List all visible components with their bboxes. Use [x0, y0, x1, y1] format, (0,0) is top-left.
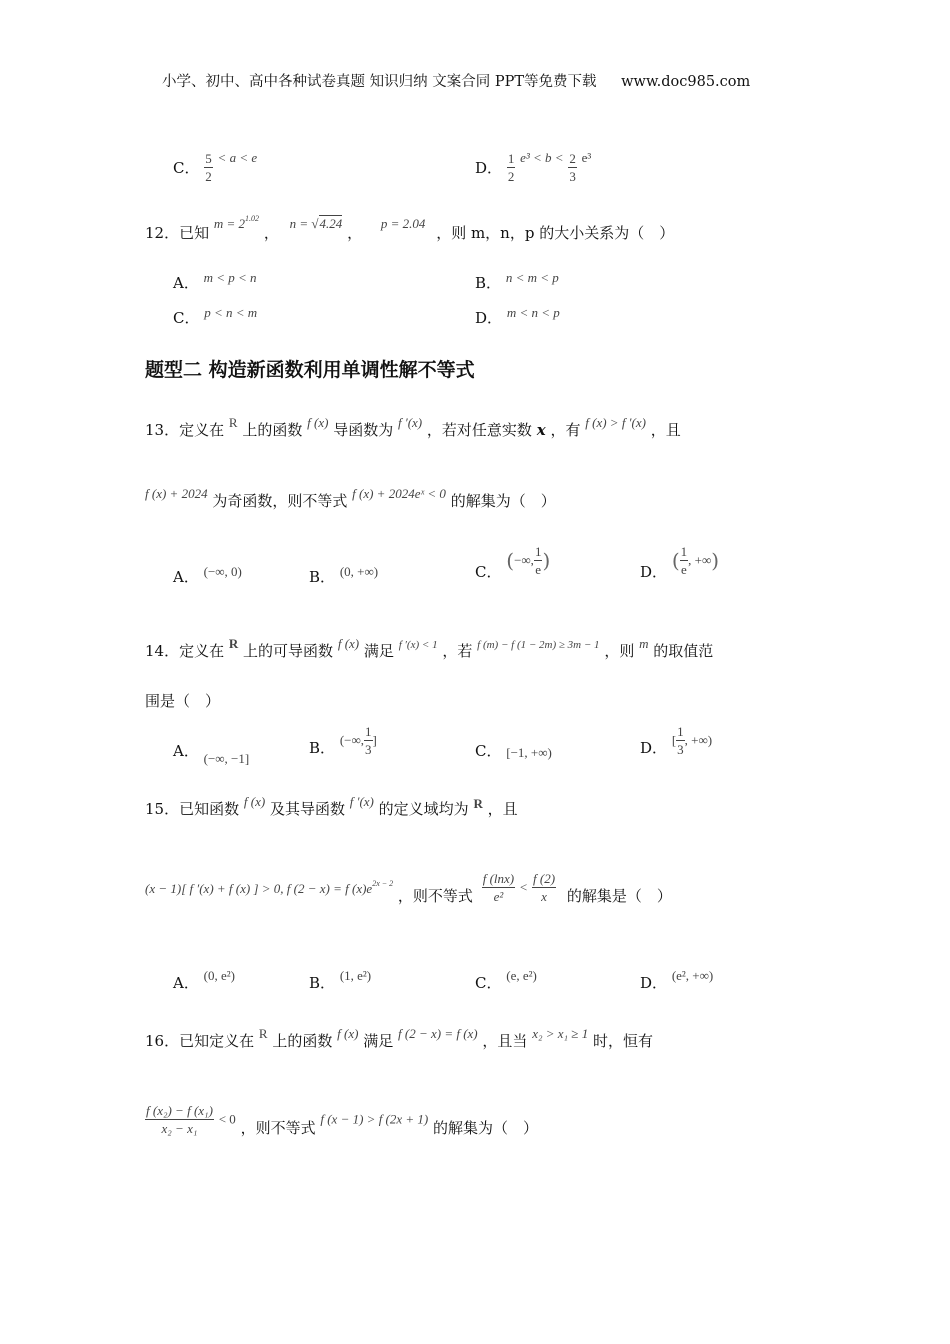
q14-cond: f ′(x) < 1 [398, 639, 438, 651]
q16-frac-den: x₂ − x₁ [145, 1119, 214, 1135]
q13-fx: f (x) [307, 415, 329, 430]
q14-d-right: , +∞) [684, 732, 713, 748]
q14-option-d [640, 725, 712, 756]
q13-d-num: 1 [680, 544, 688, 559]
q11-c-fraction [204, 152, 213, 183]
q16-t7: 的解集为（ ） [433, 1119, 539, 1137]
q12-option-c [173, 307, 257, 328]
q13-c-left: −∞, [514, 552, 534, 568]
q16-t5: 时，恒有 [592, 1032, 653, 1050]
q14-r: R [228, 636, 239, 651]
q13-c-paren-r: ) [542, 548, 551, 573]
question-16-line-1 [145, 1026, 653, 1051]
q14-t1: 14．定义在 [145, 642, 225, 660]
q14-c: [−1, +∞) [506, 745, 552, 760]
q15-a: (0, e²) [203, 968, 235, 983]
q12-n-root: 4.24 [319, 216, 343, 231]
q14-d-num: 1 [677, 724, 684, 739]
q13-a: (−∞, 0) [203, 564, 242, 579]
q16-cond: f (2 − x) = f (x) [398, 1026, 478, 1041]
q14-option-a [173, 740, 250, 766]
q12-n: n = √4.24 [289, 216, 343, 231]
label-d: D． [640, 563, 668, 581]
q15-r: R [473, 796, 483, 811]
q13-line2-t1: 为奇函数，则不等式 [212, 492, 348, 510]
q15-c: (e, e²) [506, 968, 537, 983]
q12-m: $m = 2^{1.02}$ [213, 214, 260, 231]
q16-frac-rest: < 0 [218, 1111, 236, 1127]
q13-option-d [640, 544, 720, 581]
q14-b-right: ] [372, 732, 377, 748]
label-d: D． [475, 159, 503, 177]
q12-p: p = 2.04 [380, 216, 426, 231]
q12-m-exp: 1.02 [245, 214, 260, 223]
q12-d: m < n < p [506, 305, 560, 320]
q15-b: (1, e²) [339, 968, 372, 983]
label-a: A． [173, 742, 199, 760]
q15-cond: (x − 1)[ f ′(x) + f (x) ] > 0, f (2 − x) = f $(x)e^{2x - 2}$ [145, 878, 394, 896]
q15-option-c [475, 968, 537, 993]
q11-d-fraction-1 [507, 152, 516, 183]
q11-d-end: e³ [581, 149, 592, 165]
q15-option-d [640, 968, 714, 993]
q14-option-b [309, 725, 377, 756]
q12-comma-2: ， [347, 224, 363, 242]
q12-option-b [475, 272, 559, 293]
header-url: www.doc985.com [621, 74, 751, 90]
q11-option-c [173, 149, 258, 184]
question-14-line-2: 围是（ ） [145, 692, 221, 710]
q14-d-fraction [676, 725, 685, 756]
label-d: D． [475, 309, 503, 327]
q14-t5: ，则 [604, 642, 635, 660]
q12-comma-1: ， [263, 224, 279, 242]
q16-r: R [258, 1026, 268, 1041]
q16-t1: 16．已知定义在 [145, 1032, 255, 1050]
q14-d-den: 3 [677, 742, 684, 757]
label-b: B． [309, 568, 336, 586]
q14-a: (−∞, −1] [203, 751, 250, 766]
label-b: B． [309, 974, 336, 992]
q13-t4: ，若对任意实数 [426, 421, 532, 439]
question-12 [145, 214, 675, 243]
q12-suffix: ，则 m，n，p 的大小关系为（ ） [436, 224, 675, 242]
q16-t6: ，则不等式 [240, 1119, 316, 1137]
q14-b-left: (−∞, [339, 732, 364, 748]
question-16-line-2 [145, 1104, 538, 1135]
q11-d-num2: 2 [569, 151, 576, 166]
q13-d-paren-r: ) [711, 548, 720, 573]
label-b: B． [309, 739, 336, 757]
q12-b: n < m < p [505, 270, 559, 285]
q16-t2: 上的函数 [272, 1032, 333, 1050]
q13-c-den: e [535, 562, 542, 577]
question-13-line-1 [145, 415, 681, 440]
q13-line2-t2: 的解集为（ ） [450, 492, 556, 510]
q12-a: m < p < n [203, 270, 257, 285]
label-d: D． [640, 974, 668, 992]
q14-b-fraction [364, 725, 373, 756]
label-c: C． [173, 159, 200, 177]
label-c: C． [475, 563, 502, 581]
q14-d-left: [ [671, 732, 677, 748]
label-c: C． [173, 309, 200, 327]
q14-option-c [475, 740, 552, 761]
q13-t1: 13．定义在 [145, 421, 225, 439]
q13-r: R [228, 415, 238, 430]
question-15-line-2 [145, 872, 672, 903]
q11-option-d [475, 149, 592, 184]
q11-d-num1: 1 [507, 151, 515, 166]
q13-x: x [536, 421, 546, 439]
q13-line2-ineq: f (x) + 2024eˣ < 0 [352, 486, 446, 501]
label-d: D． [640, 739, 668, 757]
q16-cond2: x₂ > x₁ ≥ 1 [532, 1026, 589, 1041]
q13-d-den: e [680, 562, 687, 577]
q13-option-a [173, 566, 242, 587]
q16-fx: f (x) [337, 1026, 359, 1041]
q13-ineq: f (x) > f ′(x) [585, 415, 646, 430]
q15-t1: 15．已知函数 [145, 800, 240, 818]
q13-t3: 导函数为 [333, 421, 394, 439]
q16-fraction [145, 1104, 214, 1135]
q15-fpx: f ′(x) [349, 794, 374, 809]
q15-option-b [309, 968, 372, 993]
q13-option-b [309, 566, 378, 587]
label-a: A． [173, 274, 199, 292]
q16-t4: ，且当 [482, 1032, 528, 1050]
q11-c-rest: < a < e [217, 149, 258, 165]
question-13-line-2 [145, 486, 556, 511]
q15-frac-2 [532, 872, 556, 903]
q11-d-fraction-2 [568, 152, 577, 183]
q15-frac-1 [482, 872, 515, 903]
q14-t4: ，若 [442, 642, 473, 660]
q13-t5: ，有 [550, 421, 581, 439]
q14-b-num: 1 [365, 724, 372, 739]
question-15-line-1 [145, 794, 518, 819]
q13-option-c [475, 544, 551, 581]
q12-option-d [475, 307, 560, 328]
q13-b: (0, +∞) [339, 564, 379, 579]
header-text: 小学、初中、高中各种试卷真题 知识归纳 文案合同 PPT等免费下载 [162, 74, 597, 90]
q14-t3: 满足 [363, 642, 394, 660]
q16-frac-num: f (x₂) − f (x₁) [146, 1103, 213, 1118]
q14-m: m [639, 636, 649, 651]
label-a: A． [173, 974, 199, 992]
label-b: B． [475, 274, 502, 292]
q15-frac2-den: x [532, 887, 556, 903]
q12-option-a [173, 272, 257, 293]
q14-b-den: 3 [365, 742, 372, 757]
q14-ineq: f (m) − f (1 − 2m) ≥ 3m − 1 [477, 639, 600, 651]
q15-lt: < [519, 879, 528, 895]
q14-t6: 的取值范 [653, 642, 714, 660]
q15-t3: 的定义域均为 [378, 800, 469, 818]
q15-t2: 及其导函数 [269, 800, 345, 818]
q15-fx: f (x) [243, 794, 266, 809]
q14-fx: f (x) [337, 636, 360, 651]
q14-t2: 上的可导函数 [243, 642, 334, 660]
q15-frac1-den: e² [482, 887, 515, 903]
label-c: C． [475, 974, 502, 992]
q16-ineq: f (x − 1) > f (2x + 1) [320, 1111, 429, 1127]
page-header [162, 70, 750, 91]
q13-t6: ，且 [650, 421, 681, 439]
q15-frac1-num: f (lnx) [482, 871, 515, 886]
q13-fpx: f ′(x) [398, 415, 423, 430]
label-c: C． [475, 742, 502, 760]
q15-t4: ，且 [487, 800, 518, 818]
q11-c-den: 2 [205, 169, 212, 184]
q13-d-right: , +∞ [688, 552, 712, 568]
q12-prefix: 12．已知 [145, 224, 210, 242]
q13-d-fraction [680, 545, 689, 576]
q11-c-num: 5 [205, 151, 212, 166]
q15-frac2-num: f (2) [533, 871, 556, 886]
q15-d: (e², +∞) [671, 968, 714, 983]
q13-c-num: 1 [534, 544, 542, 559]
label-a: A． [173, 568, 199, 586]
q13-c-paren-l: ( [506, 548, 515, 573]
q15-option-a [173, 968, 235, 993]
q15-t5: ，则不等式 [397, 887, 473, 905]
q15-cond-exp: 2x − 2 [372, 878, 394, 888]
q16-t3: 满足 [363, 1032, 394, 1050]
q11-d-den1: 2 [507, 169, 515, 184]
q15-t6: 的解集是（ ） [566, 887, 672, 905]
q11-d-mid: e³ < b < [520, 149, 564, 165]
section-title: 题型二 构造新函数利用单调性解不等式 [145, 359, 475, 381]
q11-d-den2: 3 [569, 169, 576, 184]
q12-c: p < n < m [204, 305, 258, 320]
question-14-line-1 [145, 636, 714, 661]
q13-d-paren-l: ( [671, 548, 680, 573]
q13-line2-math: f (x) + 2024 [145, 486, 208, 501]
q13-t2: 上的函数 [242, 421, 303, 439]
